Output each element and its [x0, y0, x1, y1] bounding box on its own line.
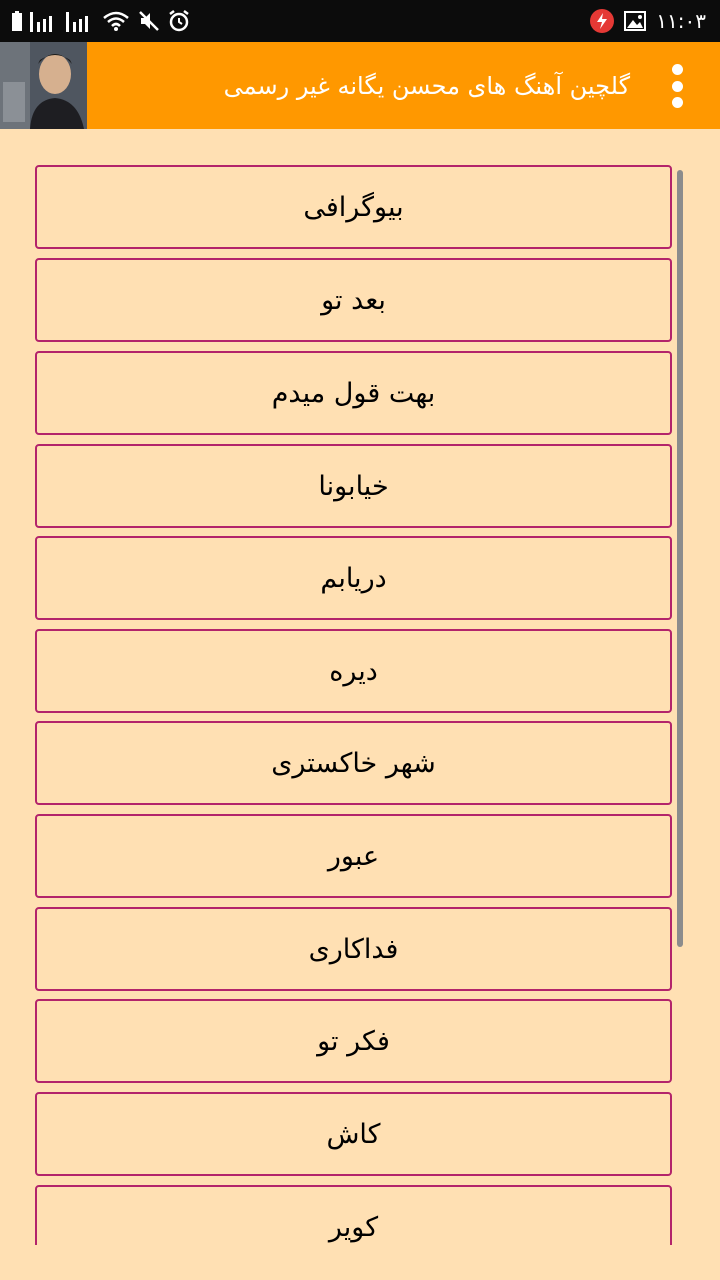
list-item[interactable]: [35, 444, 672, 528]
more-vertical-icon: [672, 64, 683, 75]
list-item[interactable]: [35, 351, 672, 435]
charging-icon: [590, 9, 614, 33]
list-item-label: دیره: [329, 655, 378, 687]
list-item-label: کویر: [328, 1211, 379, 1243]
list-item-label: بهت قول میدم: [271, 377, 436, 409]
list-item-label: بیوگرافی: [303, 191, 404, 223]
scrollbar[interactable]: [677, 170, 683, 947]
overflow-menu-button[interactable]: [662, 62, 692, 110]
list-item-label: کاش: [326, 1118, 381, 1150]
battery-icon: [12, 11, 22, 31]
alarm-icon: [168, 10, 190, 32]
list-item[interactable]: [35, 814, 672, 898]
list-item[interactable]: [35, 1185, 672, 1245]
wifi-icon: [102, 10, 130, 32]
list-item-label: شهر خاکستری: [271, 747, 436, 779]
status-icons-left: [12, 0, 190, 42]
status-bar: [0, 0, 720, 42]
list-item-label: خیابونا: [318, 470, 389, 502]
mute-icon: [138, 10, 160, 32]
list-item[interactable]: [35, 721, 672, 805]
more-vertical-icon: [672, 97, 683, 108]
status-time: ۱۱:۰۳: [656, 9, 706, 33]
list-item[interactable]: [35, 1092, 672, 1176]
image-icon: [624, 11, 646, 31]
list-item-label: فداکاری: [308, 933, 399, 965]
status-icons-right: [590, 0, 706, 42]
song-list[interactable]: [35, 165, 674, 1245]
more-vertical-icon: [672, 81, 683, 92]
signal-icon: [66, 10, 94, 32]
list-item[interactable]: [35, 536, 672, 620]
list-item-label: عبور: [327, 840, 380, 872]
list-item[interactable]: [35, 907, 672, 991]
list-item[interactable]: [35, 629, 672, 713]
app-title: گلچین آهنگ های محسن یگانه غیر رسمی: [223, 71, 630, 100]
list-item-label: دریابم: [320, 562, 387, 594]
list-item[interactable]: [35, 165, 672, 249]
signal-icon: [30, 10, 58, 32]
list-item-label: بعد تو: [321, 284, 386, 316]
app-bar: [0, 42, 720, 129]
list-item[interactable]: [35, 258, 672, 342]
avatar: [0, 42, 87, 129]
list-item-label: فکر تو: [317, 1025, 390, 1057]
list-item[interactable]: [35, 999, 672, 1083]
